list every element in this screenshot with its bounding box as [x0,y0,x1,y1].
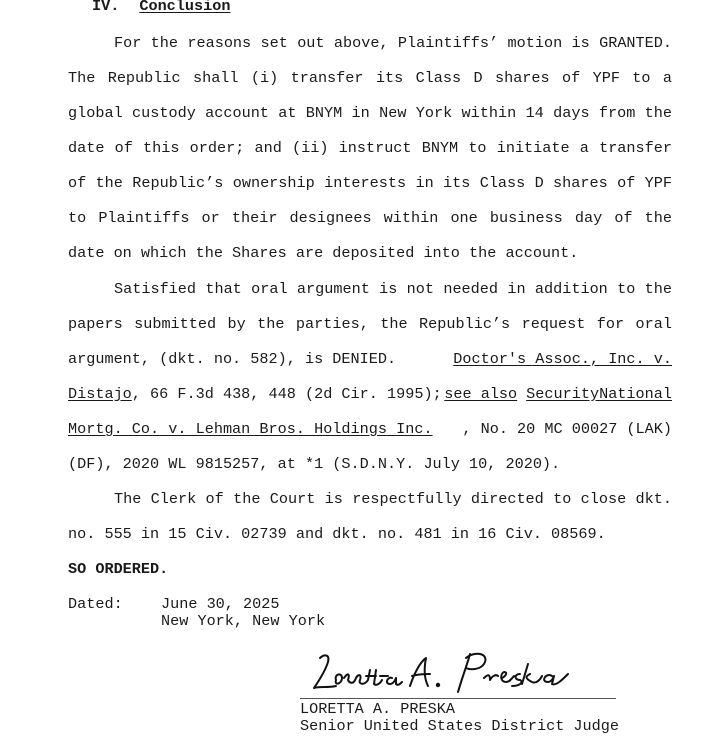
para2-line-2: papers submitted by the parties, the Republic’s request for oral [68,315,672,333]
para1-line-5: of the Republic’s ownership interests in its Class D shares of YPF [68,174,672,192]
case-name-mortg-co: Mortg. Co. v. Lehman Bros. Holdings Inc. [68,420,433,438]
para1-line-4: date of this order; and (ii) instruct BNYM to initiate a transfer [68,139,672,157]
para2-line-6: (DF), 2020 WL 9815257, at *1 (S.D.N.Y. July 10, 2020). [68,455,561,473]
para2-line-5 [68,419,672,439]
para2-line-3 [68,349,672,369]
see-also-signal: see also [444,385,518,403]
denial-text: argument, (dkt. no. 582), is DENIED. [68,350,397,368]
para3-line-2: no. 555 in 15 Civ. 02739 and dkt. no. 481 in 16 Civ. 08569. [68,525,606,543]
case-name-distajo: Distajo [68,385,132,403]
signature-line [300,698,616,699]
section-title: Conclusion [139,0,231,15]
case-citation-doctors-assoc: Doctor's Assoc., Inc. v. [453,350,672,368]
para2-line-1: Satisfied that oral argument is not needed in addition to the [114,280,672,298]
para1-line-3: global custody account at BNYM in New York within 14 days from the [68,104,672,122]
handwritten-signature [306,644,586,700]
dated-place: New York, New York [161,612,326,630]
para3-line-1: The Clerk of the Court is respectfully directed to close dkt. [114,490,672,508]
para1-line-7: date on which the Shares are deposited into the account. [68,244,579,262]
section-heading [92,0,230,16]
dated-date: June 30, 2025 [161,595,280,613]
judge-name: LORETTA A. PRESKA [300,700,455,718]
citation-docket: , No. 20 MC 00027 (LAK) [462,420,672,438]
section-number: IV. [92,0,120,15]
judge-title: Senior United States District Judge [300,717,619,735]
citation-reporter: , 66 F.3d 438, 448 (2d Cir. 1995); [131,385,442,403]
para1-line-2: The Republic shall (i) transfer its Class D shares of YPF to a [68,69,672,87]
so-ordered: SO ORDERED. [68,560,169,578]
dated-label: Dated: [68,595,123,613]
case-name-securitynational: SecurityNational [526,385,672,403]
para2-line-4 [68,384,672,404]
para1-line-6: to Plaintiffs or their designees within one business day of the [68,209,672,227]
para1-line-1: For the reasons set out above, Plaintiffs’ motion is GRANTED. [114,34,672,52]
